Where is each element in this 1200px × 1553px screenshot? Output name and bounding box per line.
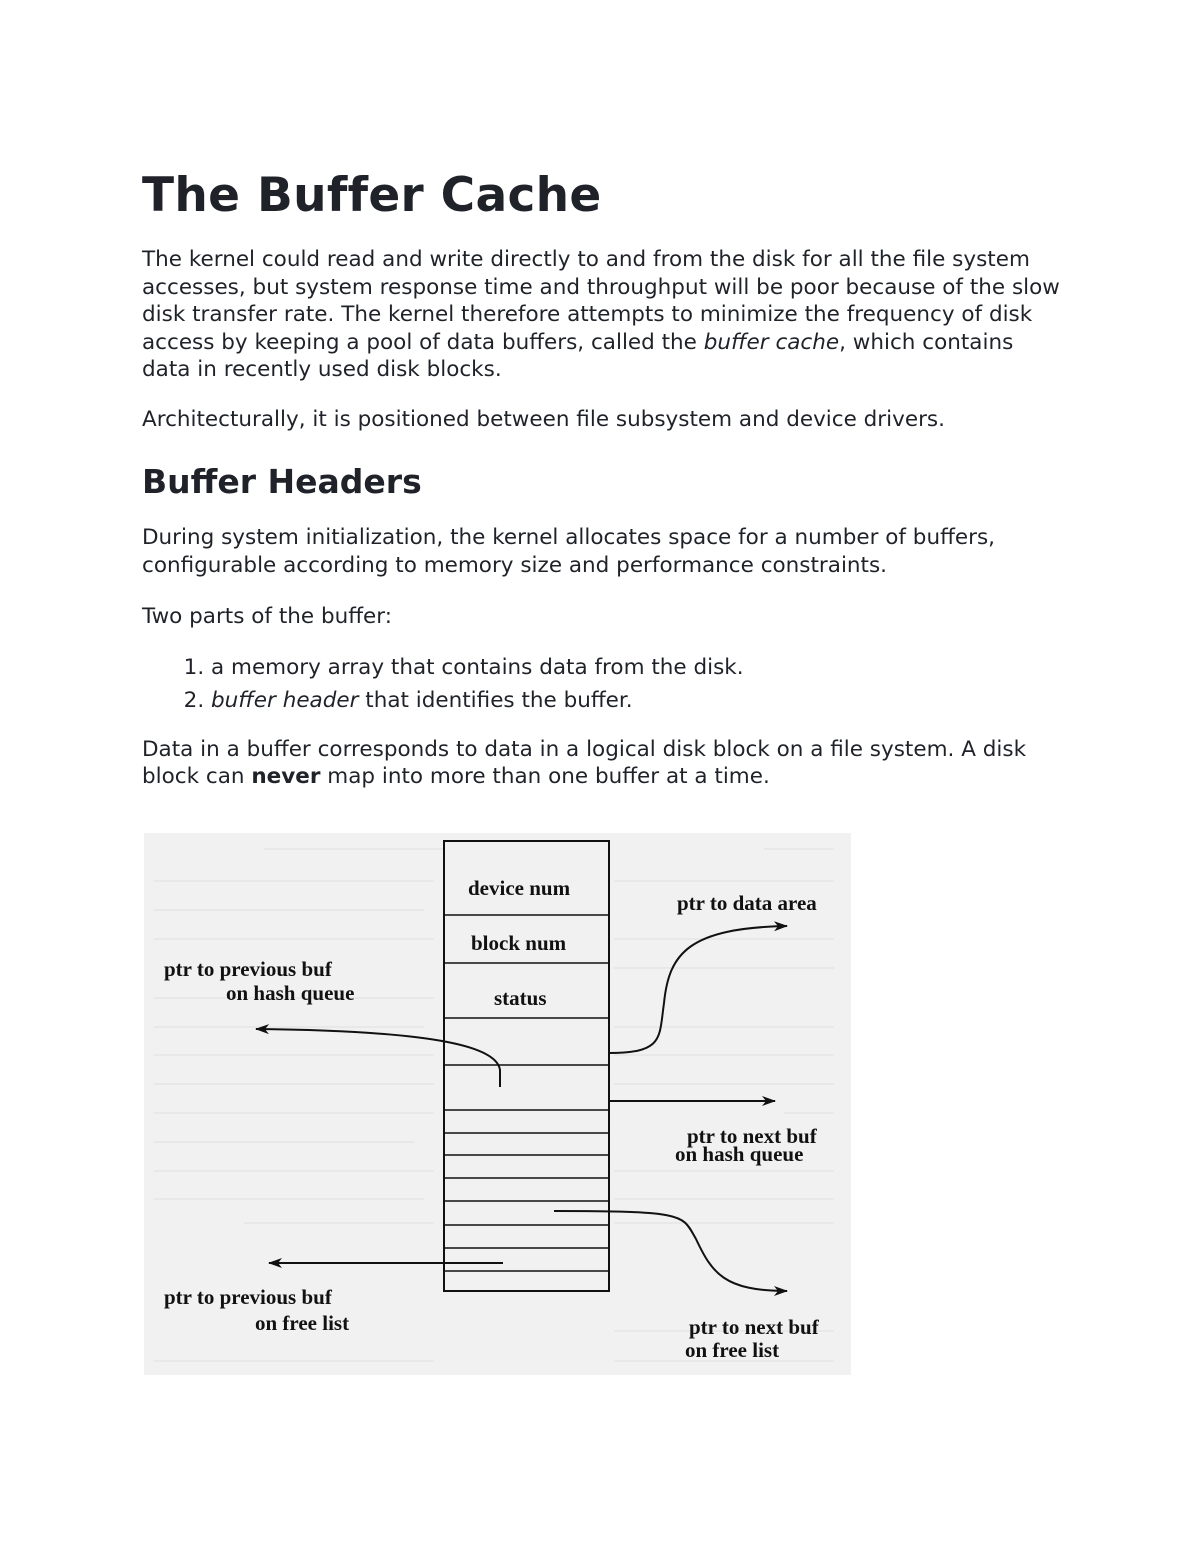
- list-item: [211, 687, 1062, 715]
- label-ptr-prev-hash-1: ptr to previous buf: [164, 957, 332, 981]
- field-status: status: [494, 986, 547, 1010]
- intro-emphasis: buffer cache: [703, 329, 840, 355]
- data-text-after: map into more than one buffer at a time.: [320, 764, 770, 789]
- buffer-header-diagram: [144, 833, 851, 1375]
- field-block-num: block num: [471, 931, 567, 955]
- list-item: [211, 654, 1062, 682]
- list-item-text: a memory array that contains data from the disk.: [211, 654, 744, 680]
- document-body: [142, 166, 1062, 791]
- field-device-num: device num: [468, 876, 571, 900]
- list-item-emphasis: buffer header: [211, 688, 359, 713]
- label-ptr-prev-free-1: ptr to previous buf: [164, 1285, 332, 1309]
- label-ptr-data-area: ptr to data area: [677, 891, 817, 915]
- data-text-before: Data in a buffer corresponds to data in a logical disk block on a file system. A disk block can: [142, 736, 1027, 789]
- architecture-paragraph: Architecturally, it is positioned between file subsystem and device drivers.: [142, 406, 945, 432]
- label-ptr-next-hash-2: on hash queue: [675, 1142, 804, 1166]
- page-title: The Buffer Cache: [142, 168, 602, 223]
- label-ptr-prev-hash-2: on hash queue: [226, 981, 355, 1005]
- data-strong: never: [251, 764, 321, 789]
- data-paragraph: [142, 736, 1062, 791]
- two-parts-paragraph: Two parts of the buffer:: [142, 604, 392, 629]
- buffer-parts-list: [142, 654, 1062, 715]
- buffer-header-figure: [144, 833, 851, 1375]
- intro-paragraph: [142, 246, 1062, 384]
- initialization-paragraph: During system initialization, the kernel allocates space for a number of buffers, configurable according to memory size and performance constraints.: [142, 525, 995, 578]
- label-ptr-next-free-1: ptr to next buf: [689, 1315, 819, 1339]
- list-item-text: that identifies the buffer.: [358, 688, 633, 713]
- label-ptr-next-hash-1: ptr to next buf: [687, 1124, 817, 1148]
- intro-text-before: The kernel could read and write directly to and from the disk for all the file system accesses, but system response time and throughput will be poor because of the slow disk transfer rate. The kernel therefore attempts to minimize the frequency of disk access by keeping a pool of data buffers, called the: [142, 247, 1060, 355]
- section-heading: Buffer Headers: [142, 462, 422, 501]
- intro-text-after: , which contains data in recently used disk blocks.: [142, 329, 1014, 382]
- label-ptr-next-free-2: on free list: [685, 1338, 780, 1362]
- label-ptr-prev-free-2: on free list: [255, 1311, 350, 1335]
